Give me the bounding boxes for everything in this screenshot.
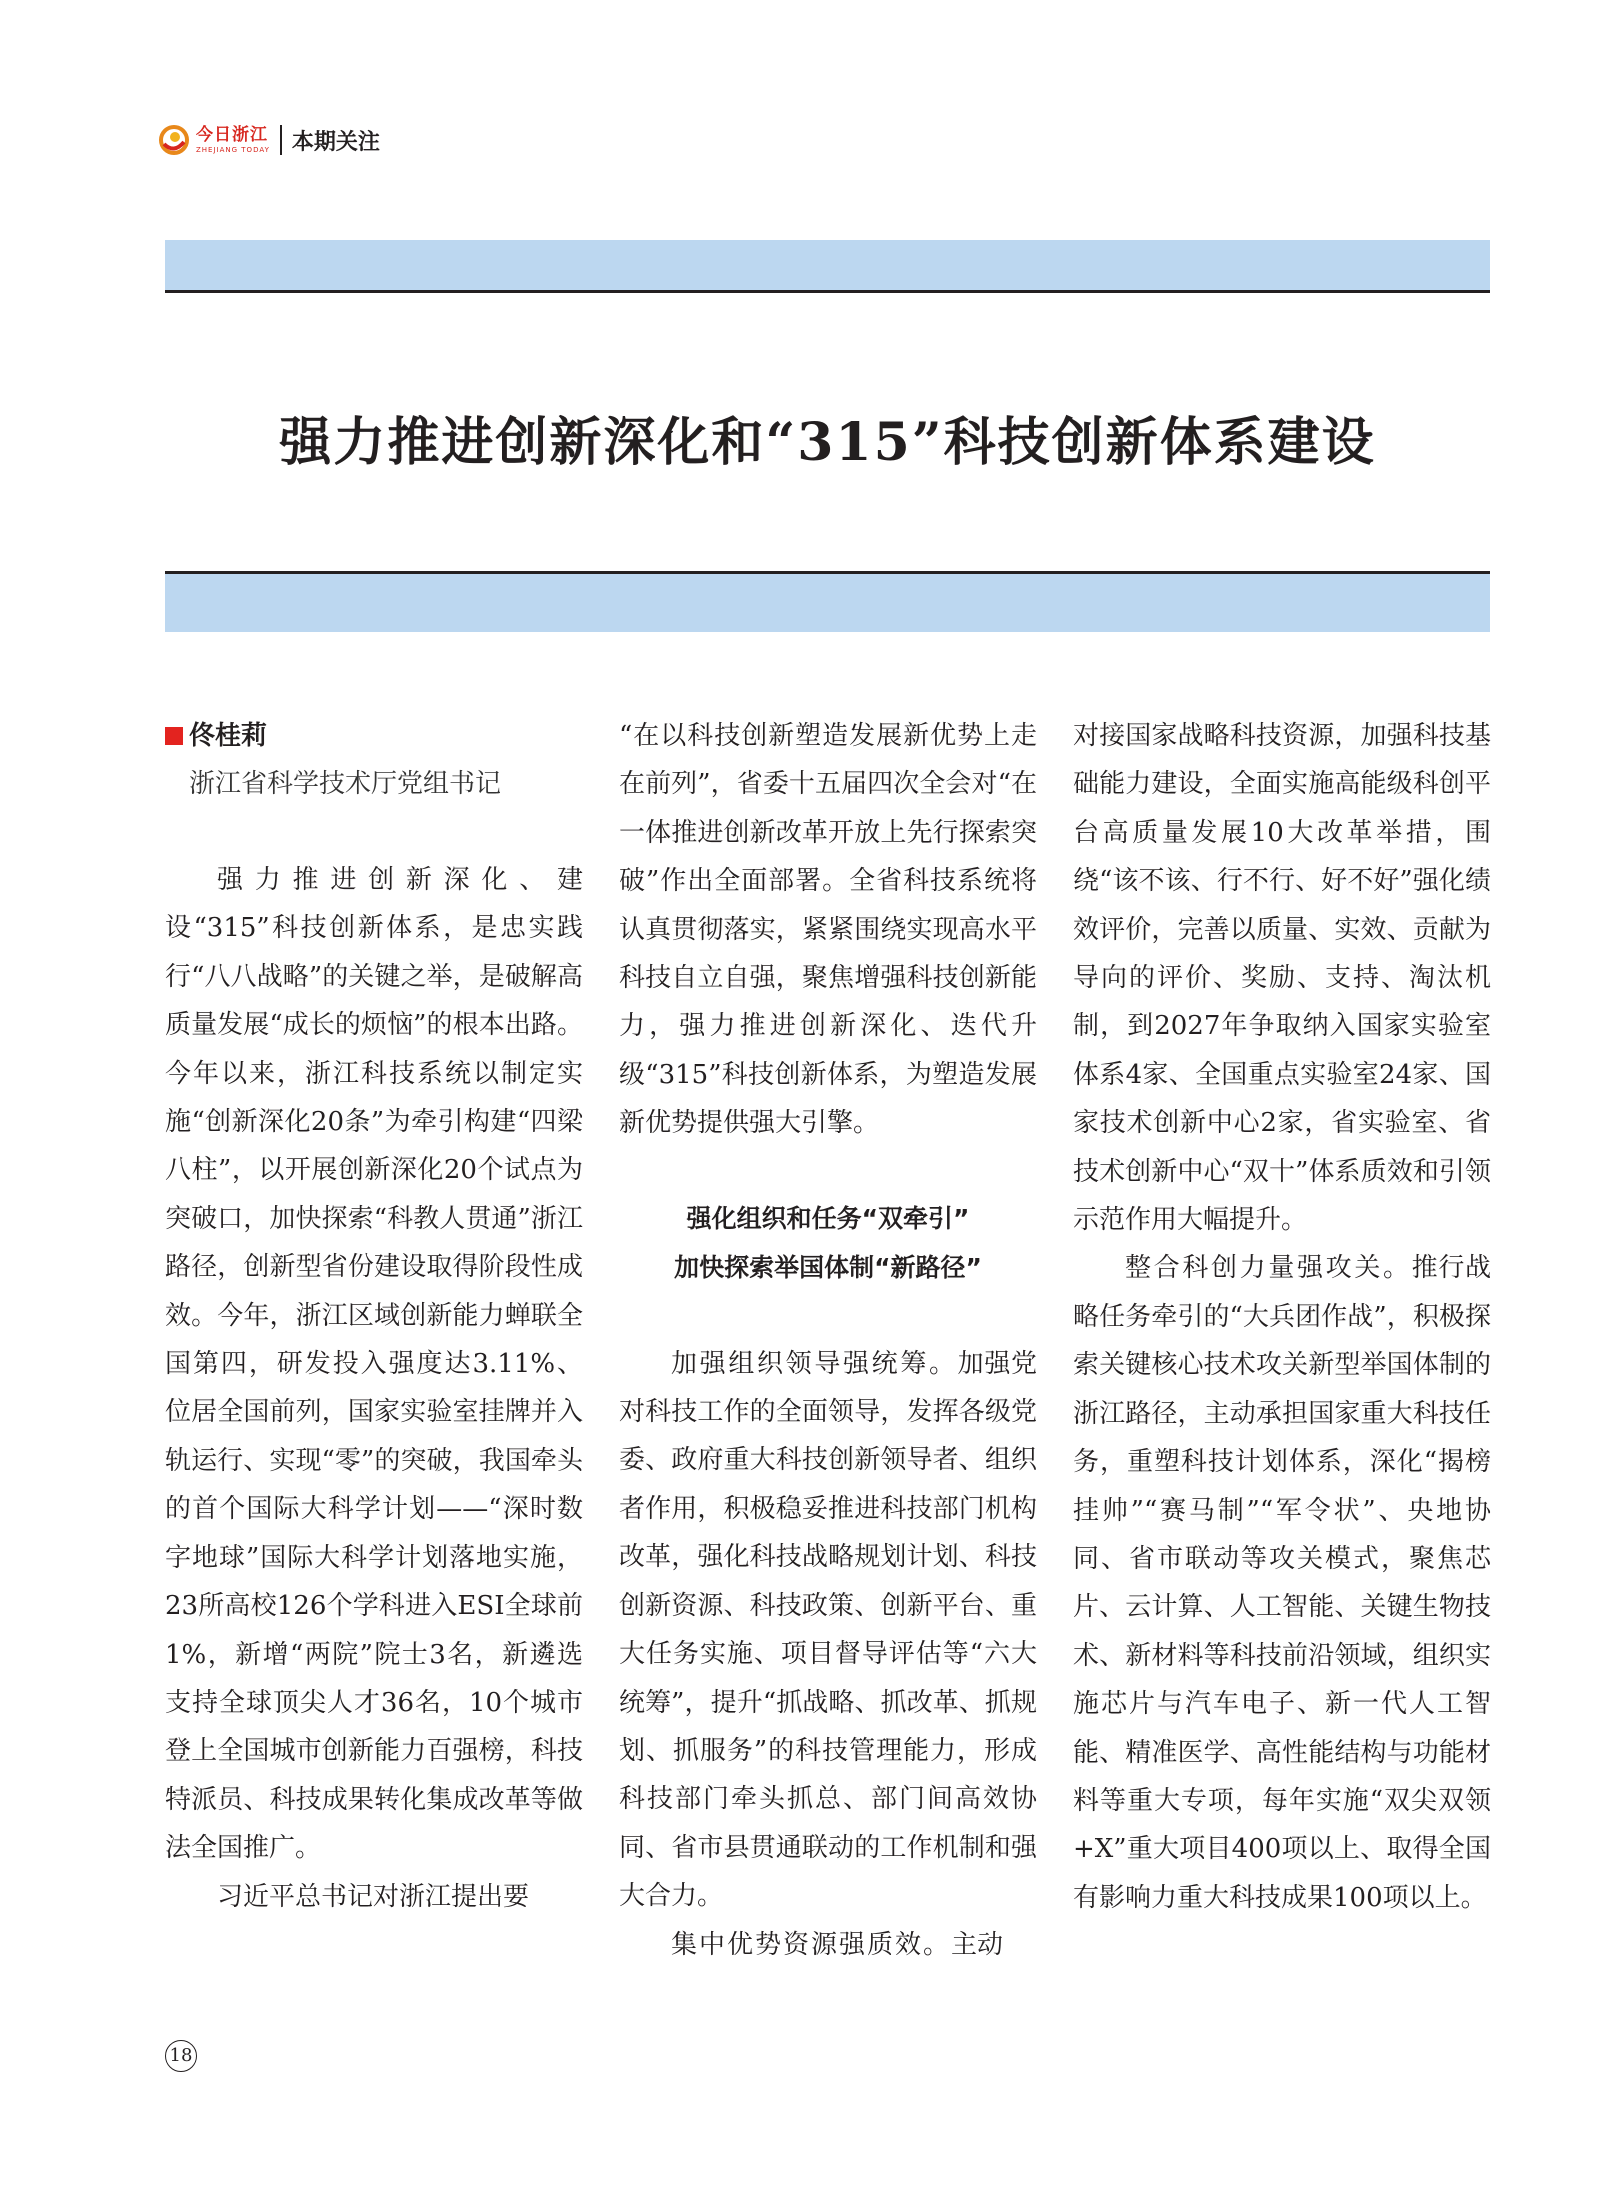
logo-chinese-text: 今日浙江	[196, 124, 268, 145]
title-band-top	[165, 240, 1490, 293]
publication-logo	[158, 124, 270, 156]
subheading-line-1: 强化组织和任务“双牵引”	[686, 1203, 970, 1233]
paragraph-3	[619, 1340, 1037, 1921]
logo-sun-icon	[158, 124, 190, 156]
paragraph-5-lead: 整合科创力量强攻关。	[1125, 1253, 1412, 1284]
text-column-2	[619, 712, 1037, 1969]
paragraph-4-head: 主动	[951, 1929, 1004, 1960]
text-column-1	[165, 712, 583, 1921]
page-header	[158, 118, 380, 162]
paragraph-3-lead: 加强组织领导强统筹。	[671, 1348, 958, 1379]
page-number: 18	[165, 2040, 197, 2072]
paragraph-1: 强力推进创新深化、建设“315”科技创新体系，是忠实践行“八八战略”的关键之举，是破解高质量发展“成长的烦恼”的根本出路。今年以来，浙江科技系统以制定实施“创新深化20条”为牵引构建“四梁八柱”，以开展创新深化20个试点为突破口，加快探索“科教人贯通”浙江路径，创新型省份建设取得阶段性成效。今年，浙江区域创新能力蝉联全国第四，研发投入强度达3.11%、位居全国前列，国家实验室挂牌并入轨运行、实现“零”的突破，我国牵头的首个国际大科学计划——“深时数字地球”国际大科学计划落地实施，23所高校126个学科进入ESI全球前1%，新增“两院”院士3名，新遴选支持全球顶尖人才36名，10个城市登上全国城市创新能力百强榜，科技特派员、科技成果转化集成改革等做法全国推广。	[165, 865, 583, 1864]
author-name: 佟桂莉	[189, 721, 268, 751]
text-column-3	[1073, 712, 1491, 1922]
paragraph-5-body: 推行战略任务牵引的“大兵团作战”，积极探索关键核心技术攻关新型举国体制的浙江路径，主动承担国家重大科技任务，重塑科技计划体系，深化“揭榜挂帅”“赛马制”“军令状”、央地协同、省市联动等攻关模式，聚焦芯片、云计算、人工智能、关键生物技术、新材料等科技前沿领域，组织实施芯片与汽车电子、新一代人工智能、精准医学、高性能结构与功能材料等重大专项，每年实施“双尖双领+X”重大项目400项以上、取得全国有影响力重大科技成果100项以上。	[1073, 1253, 1491, 1913]
article-title: 强力推进创新深化和“315”科技创新体系建设	[279, 412, 1376, 473]
title-band-bottom	[165, 571, 1490, 632]
logo-english-text: ZHEJIANG TODAY	[196, 145, 270, 154]
section-label: 本期关注	[291, 129, 380, 155]
author-marker-icon	[165, 727, 183, 745]
header-divider	[280, 125, 282, 155]
paragraph-4-tail: 对接国家战略科技资源，加强科技基础能力建设，全面实施高能级科创平台高质量发展10大改革举措，围绕“该不该、行不行、好不好”强化绩效评价，完善以质量、实效、贡献为导向的评价、奖励、支持、淘汰机制，到2027年争取纳入国家实验室体系4家、全国重点实验室24家、国家技术创新中心2家，省实验室、省技术创新中心“双十”体系质效和引领示范作用大幅提升。	[1073, 721, 1491, 1236]
author-line	[165, 712, 583, 760]
paragraph-2: 习近平总书记对浙江提出要	[217, 1881, 530, 1912]
paragraph-2-continued: “在以科技创新塑造发展新优势上走在前列”，省委十五届四次全会对“在一体推进创新改革开放上先行探索突破”作出全面部署。全省科技系统将认真贯彻落实，紧紧围绕实现高水平科技自立自强，聚焦增强科技创新能力，强力推进创新深化、迭代升级“315”科技创新体系，为塑造发展新优势提供强大引擎。	[619, 721, 1037, 1139]
subheading-line-2: 加快探索举国体制“新路径”	[674, 1252, 982, 1282]
paragraph-4-start	[619, 1921, 1037, 1969]
paragraph-3-body: 加强党对科技工作的全面领导，发挥各级党委、政府重大科技创新领导者、组织者作用，积极稳妥推进科技部门机构改革，强化科技战略规划计划、科技创新资源、科技政策、创新平台、重大任务实施、项目督导评估等“六大统筹”，提升“抓战略、抓改革、抓规划、抓服务”的科技管理能力，形成科技部门牵头抓总、部门间高效协同、省市县贯通联动的工作机制和强大合力。	[619, 1348, 1037, 1912]
author-role: 浙江省科学技术厅党组书记	[189, 769, 502, 799]
paragraph-4-lead: 集中优势资源强质效。	[671, 1929, 952, 1960]
paragraph-5	[1073, 1244, 1491, 1922]
